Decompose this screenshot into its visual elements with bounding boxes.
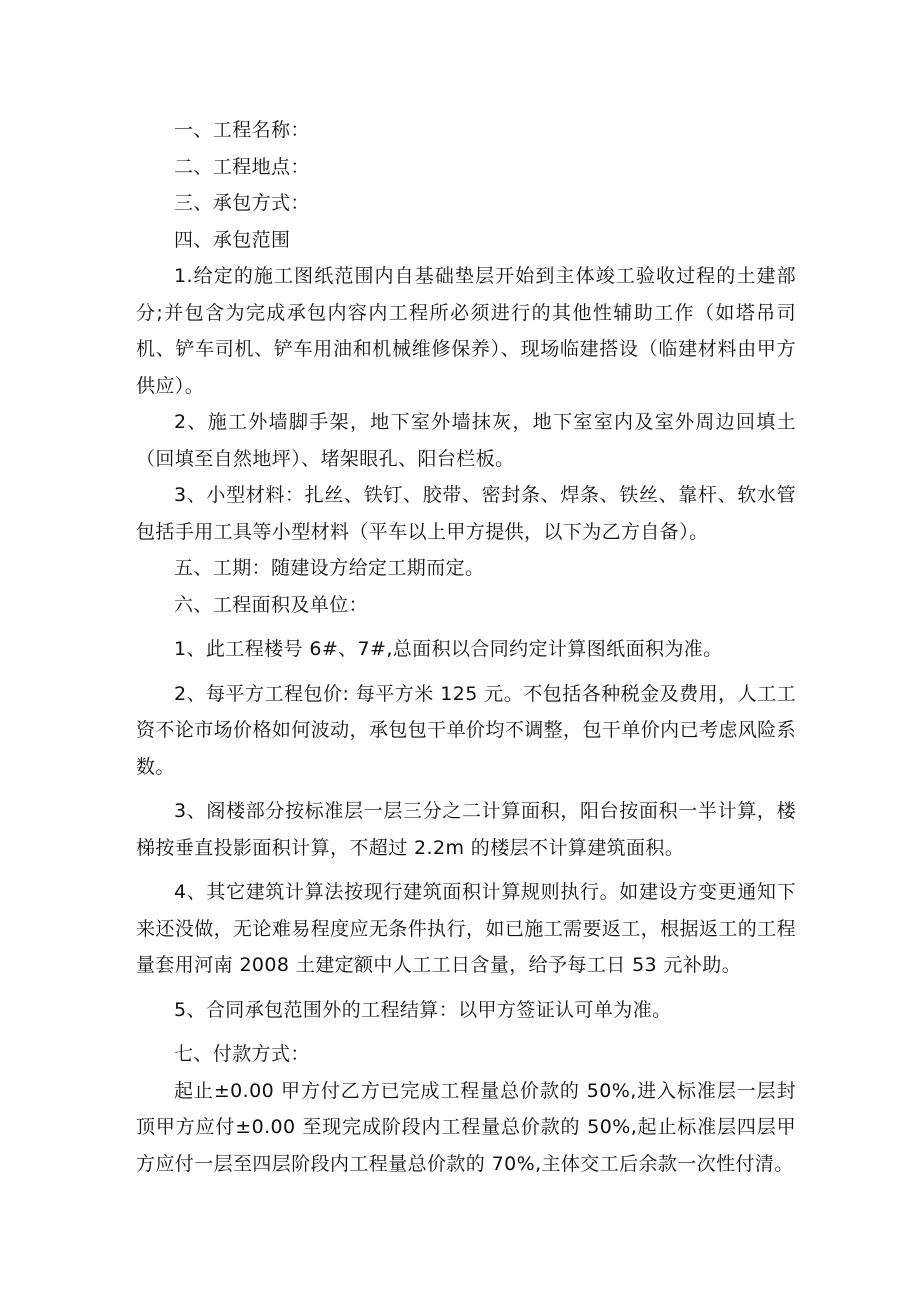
area-item-2: 2、每平方工程包价: 每平方米 125 元。不包括各种税金及费用，人工工资不论市场价格如何波动，承包包干单价均不调整，包干单价内已考虑风险系数。: [136, 682, 796, 778]
scope-item-3: 3、小型材料：扎丝、铁钉、胶带、密封条、焊条、铁丝、靠杆、软水管包括手用工具等小型材料（平车以上甲方提供，以下为乙方自备）。: [136, 484, 796, 543]
scope-item-2: 2、施工外墙脚手架，地下室外墙抹灰，地下室室内及室外周边回填土（回填至自然地坪）、堵架眼孔、阳台栏板。: [136, 411, 796, 470]
section-contract-method: 三、承包方式：: [174, 192, 310, 214]
section-project-name: 一、工程名称：: [174, 119, 310, 141]
payment-terms: 起止±0.00 甲方付乙方已完成工程量总价款的 50%,进入标准层一层封顶甲方应付±0.00 至现完成阶段内工程量总价款的 50%,起止标准层四层甲方应付一层至四层阶段内工程量总价款的 70%,主体交工后余款一次性付清。: [136, 1079, 796, 1175]
section-contract-scope: 四、承包范围: [174, 228, 291, 251]
section-area-and-unit: 六、工程面积及单位：: [174, 593, 369, 616]
area-item-1: 1、此工程楼号 6#、7#,总面积以合同约定计算图纸面积为准。: [174, 638, 723, 660]
section-payment-method: 七、付款方式：: [174, 1043, 310, 1065]
document-body: [136, 112, 796, 1182]
section-project-location: 二、工程地点：: [174, 155, 310, 178]
area-item-4: 4、其它建筑计算法按现行建筑面积计算规则执行。如建设方变更通知下来还没做，无论难易程度应无条件执行，如已施工需要返工，根据返工的工程量套用河南 2008 土建定额中人工工日含量，给予每工日 53 元补助。: [136, 881, 796, 976]
section-duration: 五、工期：随建设方给定工期而定。: [174, 557, 485, 579]
area-item-5: 5、合同承包范围外的工程结算：以甲方签证认可单为准。: [174, 998, 672, 1021]
scope-item-1: 1.给定的施工图纸范围内自基础垫层开始到主体竣工验收过程的土建部分;并包含为完成承包内容内工程所必须进行的其他性辅助工作（如塔吊司机、铲车司机、铲车用油和机械维修保养）、现场临建搭设（临建材料由甲方供应）。: [136, 265, 796, 397]
area-item-3: 3、阁楼部分按标准层一层三分之二计算面积，阳台按面积一半计算，楼梯按垂直投影面积计算，不超过 2.2m 的楼层不计算建筑面积。: [136, 800, 796, 859]
